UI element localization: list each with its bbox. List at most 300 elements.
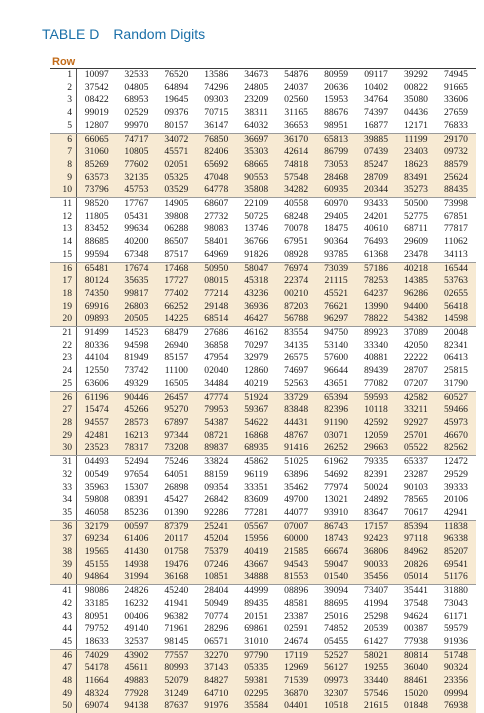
digit-group: 02560	[284, 94, 309, 106]
digit-group: 20636	[324, 81, 349, 93]
digit-group: 37089	[403, 327, 428, 339]
digit-group: 09376	[164, 107, 189, 119]
digit-group: 45973	[436, 417, 476, 430]
digit-group: 98086	[84, 585, 109, 597]
table-body	[50, 69, 476, 713]
digit-group: 12807	[77, 120, 117, 133]
digit-group: 34282	[276, 184, 316, 197]
digit-group: 76493	[364, 236, 389, 248]
digit-group: 76938	[436, 700, 476, 713]
digit-group: 74350	[77, 288, 117, 301]
digit-group: 25298	[364, 610, 389, 622]
digit-group: 31790	[436, 378, 476, 391]
digit-group: 03529	[156, 184, 196, 197]
digit-group: 59367	[236, 404, 276, 417]
digit-group: 74029	[77, 649, 117, 662]
digit-group: 12860	[244, 365, 269, 377]
digit-group: 01848	[396, 700, 436, 713]
digit-group: 52775	[403, 210, 428, 222]
digit-group: 66674	[316, 546, 356, 559]
digit-group: 68607	[204, 198, 229, 210]
table-row	[50, 585, 476, 598]
digit-group: 75246	[164, 456, 189, 468]
table-row	[50, 417, 476, 430]
table-row	[50, 288, 476, 301]
digit-group: 64237	[356, 288, 396, 301]
digit-group: 64032	[236, 120, 276, 133]
table-row	[50, 611, 476, 624]
digit-group: 76520	[164, 69, 189, 80]
digit-group: 36766	[244, 236, 269, 248]
digit-group: 01758	[156, 546, 196, 559]
digit-group: 96338	[436, 533, 476, 546]
digit-group: 69916	[77, 301, 117, 314]
digit-group: 37143	[196, 662, 236, 675]
digit-group: 24892	[364, 494, 389, 506]
digit-group: 10518	[316, 700, 356, 713]
digit-group: 23287	[403, 468, 428, 480]
digit-group: 76974	[276, 262, 316, 275]
digit-group: 45427	[164, 494, 189, 506]
digit-group: 93433	[364, 198, 389, 210]
row-number: 24	[50, 365, 77, 378]
digit-group: 67951	[284, 236, 309, 248]
digit-group: 19645	[164, 94, 189, 106]
digit-group: 76621	[316, 301, 356, 314]
row-number: 18	[50, 288, 77, 301]
digit-group: 14938	[116, 559, 156, 572]
digit-group: 17727	[156, 275, 196, 288]
digit-group: 12550	[84, 365, 109, 377]
row-number: 16	[50, 262, 77, 275]
digit-group: 08928	[276, 249, 316, 262]
table-row	[50, 236, 476, 249]
digit-group: 00406	[124, 610, 149, 622]
digit-group: 73039	[316, 262, 356, 275]
digit-group: 49700	[284, 494, 309, 506]
digit-group: 97654	[124, 468, 149, 480]
table-row	[50, 172, 476, 185]
row-number: 10	[50, 184, 77, 197]
digit-group: 89837	[196, 442, 236, 455]
digit-group: 40200	[124, 236, 149, 248]
digit-group: 90364	[324, 236, 349, 248]
digit-group: 91499	[84, 327, 109, 339]
digit-group: 60935	[316, 184, 356, 197]
row-column-heading: Row	[52, 56, 76, 68]
digit-group: 90324	[436, 662, 476, 675]
digit-group: 33351	[244, 481, 269, 493]
digit-group: 90553	[236, 172, 276, 185]
digit-group: 71961	[164, 623, 189, 635]
digit-group: 70715	[204, 107, 229, 119]
digit-group: 34673	[244, 69, 269, 80]
random-digits-table	[50, 68, 476, 713]
digit-group: 20048	[443, 327, 468, 339]
digit-group: 11199	[396, 133, 436, 146]
digit-group: 32270	[196, 649, 236, 662]
digit-group: 82562	[436, 442, 476, 455]
digit-group: 19255	[356, 662, 396, 675]
digit-group: 34484	[196, 378, 236, 391]
digit-group: 88435	[436, 184, 476, 197]
row-number: 39	[50, 559, 77, 572]
table-row	[50, 649, 476, 662]
row-number: 6	[50, 133, 77, 146]
digit-group: 35441	[403, 585, 428, 597]
digit-group: 65394	[316, 391, 356, 404]
digit-group: 35808	[236, 184, 276, 197]
digit-group: 77938	[396, 636, 436, 649]
digit-group: 18743	[316, 533, 356, 546]
digit-group: 29148	[196, 301, 236, 314]
table-row	[50, 430, 476, 443]
row-number: 19	[50, 301, 77, 314]
digit-group: 54622	[236, 417, 276, 430]
digit-group: 39292	[403, 69, 428, 80]
digit-group: 26575	[284, 352, 309, 364]
digit-group: 96382	[164, 610, 189, 622]
row-number: 41	[50, 585, 77, 598]
digit-group: 58047	[236, 262, 276, 275]
digit-group: 48581	[284, 597, 309, 609]
digit-group: 12969	[276, 662, 316, 675]
digit-group: 12472	[443, 456, 468, 468]
digit-group: 02655	[436, 288, 476, 301]
digit-group: 94543	[276, 559, 316, 572]
digit-group: 00387	[403, 623, 428, 635]
table-row	[50, 404, 476, 417]
digit-group: 17157	[356, 520, 396, 533]
digit-group: 94400	[396, 301, 436, 314]
digit-group: 17119	[276, 649, 316, 662]
digit-group: 22222	[403, 352, 428, 364]
digit-group: 94624	[403, 610, 428, 622]
digit-group: 27686	[204, 327, 229, 339]
digit-group: 99817	[116, 288, 156, 301]
table-row	[50, 520, 476, 533]
digit-group: 26457	[156, 391, 196, 404]
table-row	[50, 391, 476, 404]
row-number: 26	[50, 391, 77, 404]
digit-group: 86743	[316, 520, 356, 533]
digit-group: 89439	[364, 365, 389, 377]
digit-group: 25701	[396, 430, 436, 443]
digit-group: 18475	[324, 223, 349, 235]
digit-group: 54876	[284, 69, 309, 80]
table-row	[50, 133, 476, 146]
digit-group: 50950	[196, 262, 236, 275]
digit-group: 81553	[276, 571, 316, 584]
digit-group: 17767	[124, 198, 149, 210]
digit-group: 71539	[276, 675, 316, 688]
digit-group: 50024	[364, 481, 389, 493]
digit-group: 34135	[284, 339, 309, 351]
digit-group: 28296	[204, 623, 229, 635]
digit-group: 64894	[164, 81, 189, 93]
digit-group: 35584	[236, 700, 276, 713]
row-number: 33	[50, 482, 77, 495]
digit-group: 68665	[236, 159, 276, 172]
row-number: 42	[50, 598, 77, 611]
digit-group: 29405	[324, 210, 349, 222]
digit-group: 73742	[124, 365, 149, 377]
digit-group: 45240	[164, 585, 189, 597]
row-number: 37	[50, 533, 77, 546]
digit-group: 42050	[403, 339, 428, 351]
table-row	[50, 662, 476, 675]
digit-group: 31060	[77, 146, 117, 159]
digit-group: 34072	[156, 133, 196, 146]
digit-group: 50500	[403, 198, 428, 210]
digit-group: 46427	[236, 313, 276, 326]
row-number: 11	[50, 198, 77, 211]
digit-group: 96119	[244, 468, 269, 480]
digit-group: 94557	[77, 417, 117, 430]
digit-group: 07007	[276, 520, 316, 533]
digit-group: 05431	[124, 210, 149, 222]
digit-group: 54178	[77, 662, 117, 675]
digit-group: 25624	[436, 172, 476, 185]
row-number: 30	[50, 442, 77, 455]
digit-group: 80336	[84, 339, 109, 351]
digit-group: 20539	[364, 623, 389, 635]
digit-group: 26842	[204, 494, 229, 506]
digit-group: 52079	[156, 675, 196, 688]
digit-group: 41941	[164, 597, 189, 609]
digit-group: 24037	[284, 81, 309, 93]
digit-group: 09354	[204, 481, 229, 493]
digit-group: 60527	[436, 391, 476, 404]
digit-group: 36870	[276, 688, 316, 701]
table-row	[50, 559, 476, 572]
digit-group: 12171	[396, 120, 436, 133]
digit-group: 88695	[324, 597, 349, 609]
table-row	[50, 352, 476, 365]
table-row	[50, 313, 476, 326]
digit-group: 63896	[284, 468, 309, 480]
digit-group: 25815	[443, 365, 468, 377]
row-number: 32	[50, 469, 77, 482]
digit-group: 83647	[356, 507, 396, 520]
row-number: 22	[50, 340, 77, 353]
digit-group: 28404	[204, 585, 229, 597]
digit-group: 05325	[156, 172, 196, 185]
row-number: 5	[50, 120, 77, 133]
digit-group: 23387	[284, 610, 309, 622]
digit-group: 36040	[396, 662, 436, 675]
digit-group: 53140	[324, 339, 349, 351]
table-row	[50, 546, 476, 559]
digit-group: 89435	[244, 597, 269, 609]
digit-group: 45611	[116, 662, 156, 675]
digit-group: 35303	[236, 146, 276, 159]
digit-group: 48324	[77, 688, 117, 701]
digit-group: 33440	[356, 675, 396, 688]
digit-group: 11664	[77, 675, 117, 688]
digit-group: 59381	[236, 675, 276, 688]
digit-group: 40881	[364, 352, 389, 364]
digit-group: 65481	[77, 262, 117, 275]
digit-group: 16544	[436, 262, 476, 275]
digit-group: 08721	[196, 430, 236, 443]
digit-group: 80993	[156, 662, 196, 675]
digit-group: 45266	[116, 404, 156, 417]
table-row	[50, 184, 476, 197]
digit-group: 85394	[396, 520, 436, 533]
digit-group: 25241	[196, 520, 236, 533]
digit-group: 83491	[396, 172, 436, 185]
row-number: 27	[50, 404, 77, 417]
digit-group: 13586	[204, 69, 229, 80]
digit-group: 41430	[116, 546, 156, 559]
digit-group: 77557	[156, 649, 196, 662]
digit-group: 73043	[443, 597, 468, 609]
digit-group: 78253	[356, 275, 396, 288]
digit-group: 15307	[124, 481, 149, 493]
digit-group: 91665	[443, 81, 468, 93]
digit-group: 28468	[316, 172, 356, 185]
digit-group: 17468	[156, 262, 196, 275]
digit-group: 02529	[124, 107, 149, 119]
table-row	[50, 327, 476, 340]
digit-group: 33729	[276, 391, 316, 404]
digit-group: 40558	[284, 198, 309, 210]
digit-group: 80951	[84, 610, 109, 622]
row-number: 20	[50, 313, 77, 326]
digit-group: 31249	[156, 688, 196, 701]
digit-group: 10118	[356, 404, 396, 417]
digit-group: 68479	[164, 327, 189, 339]
digit-group: 36653	[276, 120, 316, 133]
table-row	[50, 301, 476, 314]
digit-group: 77402	[156, 288, 196, 301]
row-number: 50	[50, 700, 77, 713]
digit-group: 20344	[356, 184, 396, 197]
digit-group: 20106	[443, 494, 468, 506]
digit-group: 19565	[77, 546, 117, 559]
digit-group: 76833	[436, 120, 476, 133]
digit-group: 68953	[124, 94, 149, 106]
digit-group: 83452	[84, 223, 109, 235]
digit-group: 26252	[316, 442, 356, 455]
digit-group: 12059	[356, 430, 396, 443]
digit-group: 64051	[164, 468, 189, 480]
digit-group: 41994	[364, 597, 389, 609]
digit-group: 33340	[364, 339, 389, 351]
digit-group: 26803	[116, 301, 156, 314]
table-row	[50, 211, 476, 224]
digit-group: 44431	[276, 417, 316, 430]
digit-group: 16877	[356, 120, 396, 133]
row-number: 45	[50, 636, 77, 649]
digit-group: 77082	[356, 378, 396, 391]
digit-group: 21585	[276, 546, 316, 559]
digit-group: 87379	[156, 520, 196, 533]
digit-group: 34764	[364, 94, 389, 106]
digit-group: 97344	[156, 430, 196, 443]
digit-group: 38311	[244, 107, 269, 119]
digit-group: 93910	[316, 507, 356, 520]
table-label: TABLE D	[42, 26, 100, 42]
digit-group: 63606	[77, 378, 117, 391]
digit-group: 99019	[84, 107, 109, 119]
digit-group: 35080	[403, 94, 428, 106]
digit-group: 79953	[196, 404, 236, 417]
digit-group: 36147	[196, 120, 236, 133]
digit-group: 59579	[443, 623, 468, 635]
digit-group: 85157	[164, 352, 189, 364]
digit-group: 07439	[356, 146, 396, 159]
digit-group: 80157	[156, 120, 196, 133]
digit-group: 05455	[316, 636, 356, 649]
digit-group: 11062	[444, 236, 468, 248]
digit-group: 56418	[436, 301, 476, 314]
digit-group: 23209	[244, 94, 269, 106]
digit-group: 47954	[204, 352, 229, 364]
digit-group: 29663	[356, 442, 396, 455]
digit-group: 91826	[236, 249, 276, 262]
digit-group: 74717	[116, 133, 156, 146]
digit-group: 74818	[276, 159, 316, 172]
digit-group: 23356	[436, 675, 476, 688]
digit-group: 70617	[396, 507, 436, 520]
digit-group: 13746	[244, 223, 269, 235]
digit-group: 74945	[443, 69, 468, 80]
digit-group: 61196	[77, 391, 117, 404]
digit-group: 14905	[164, 198, 189, 210]
digit-group: 78317	[116, 442, 156, 455]
digit-group: 90446	[116, 391, 156, 404]
row-number: 47	[50, 662, 77, 675]
digit-group: 28709	[356, 172, 396, 185]
digit-group: 61427	[356, 636, 396, 649]
digit-group: 98083	[204, 223, 229, 235]
digit-group: 44999	[244, 585, 269, 597]
digit-group: 15474	[77, 404, 117, 417]
digit-group: 99970	[116, 120, 156, 133]
digit-group: 92927	[396, 417, 436, 430]
table-row	[50, 340, 476, 353]
row-number: 35	[50, 507, 77, 520]
digit-group: 37548	[403, 597, 428, 609]
digit-group: 82341	[443, 339, 468, 351]
table-row	[50, 120, 476, 133]
digit-group: 98145	[156, 636, 196, 649]
digit-group: 14523	[124, 327, 149, 339]
digit-group: 68514	[196, 313, 236, 326]
digit-group: 54692	[324, 468, 349, 480]
digit-group: 70297	[244, 339, 269, 351]
digit-group: 16213	[116, 430, 156, 443]
digit-group: 91936	[436, 636, 476, 649]
digit-group: 91976	[196, 700, 236, 713]
digit-group: 83848	[276, 404, 316, 417]
digit-group: 34113	[436, 249, 476, 262]
digit-group: 09303	[204, 94, 229, 106]
digit-group: 14385	[396, 275, 436, 288]
digit-group: 13021	[324, 494, 349, 506]
digit-group: 94750	[324, 327, 349, 339]
digit-group: 44104	[84, 352, 109, 364]
row-number: 9	[50, 172, 77, 185]
digit-group: 45318	[236, 275, 276, 288]
digit-group: 86799	[316, 146, 356, 159]
digit-group: 98951	[316, 120, 356, 133]
digit-group: 61368	[356, 249, 396, 262]
digit-group: 43667	[236, 559, 276, 572]
table-row	[50, 69, 476, 82]
